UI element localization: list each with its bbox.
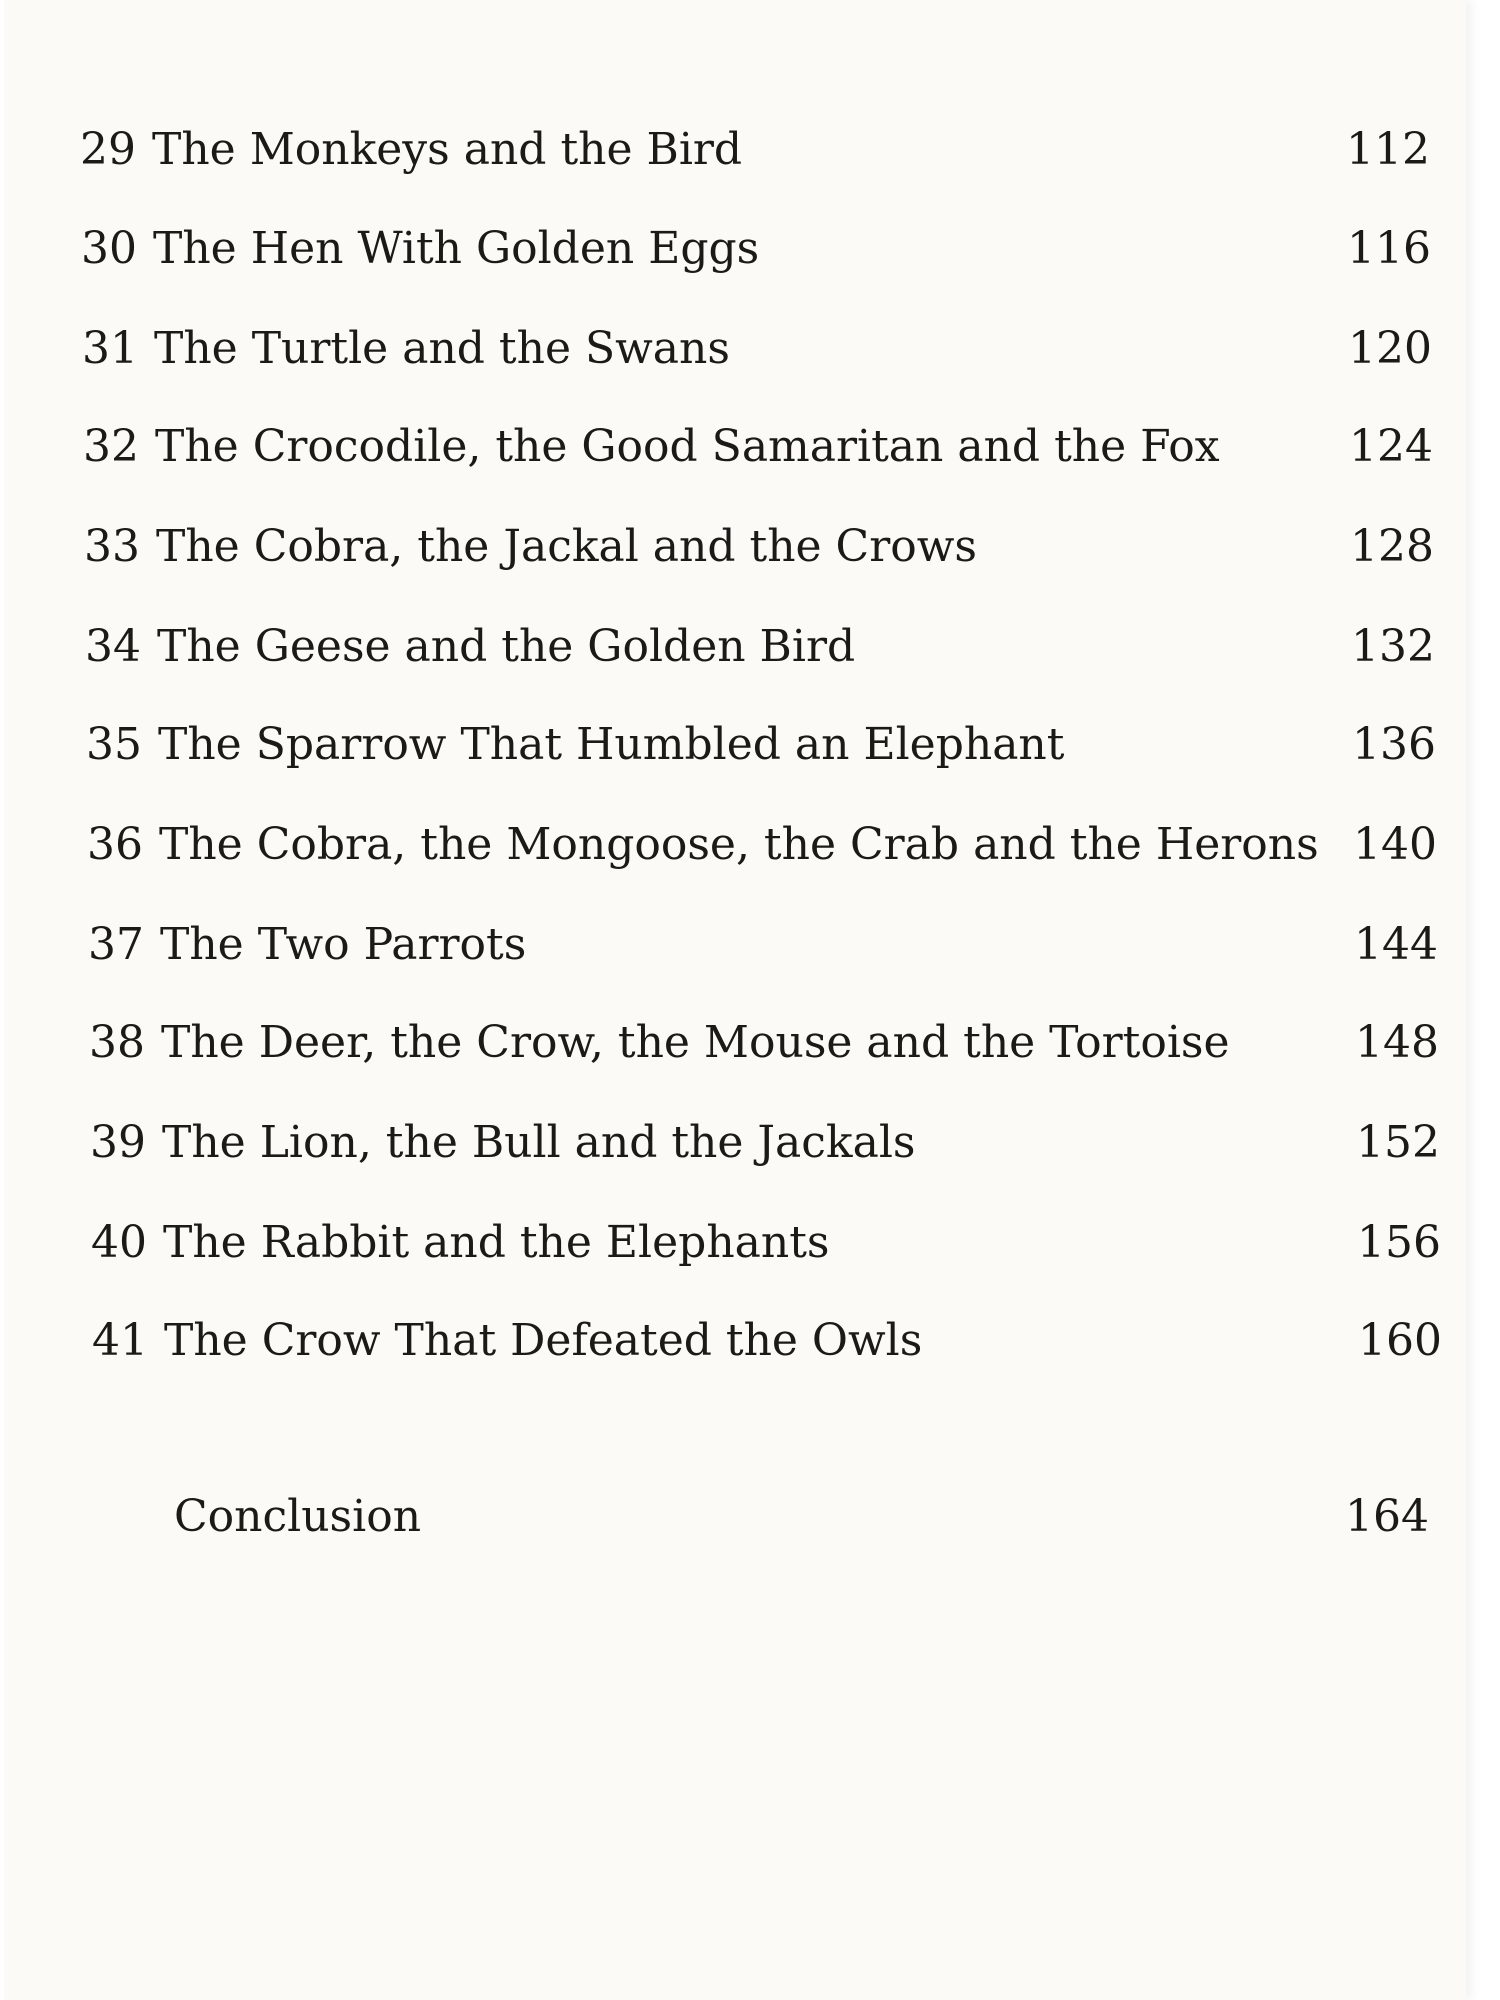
chapter-title: The Two Parrots — [160, 919, 527, 970]
page-number: 136 — [1352, 719, 1436, 770]
toc-entry-38 — [89, 1008, 1439, 1078]
chapter-number: 40 — [91, 1217, 147, 1268]
chapter-number: 41 — [92, 1315, 148, 1366]
book-page — [4, 0, 1466, 2000]
chapter-title: The Cobra, the Mongoose, the Crab and the Herons — [159, 819, 1319, 870]
chapter-title: The Cobra, the Jackal and the Crows — [156, 521, 977, 572]
chapter-number: 37 — [88, 919, 144, 970]
chapter-number: 38 — [89, 1017, 145, 1068]
toc-entry-30 — [81, 214, 1431, 284]
toc-entry-31 — [82, 314, 1432, 384]
chapter-number: 35 — [86, 719, 142, 770]
chapter-title: The Crow That Defeated the Owls — [164, 1315, 923, 1366]
chapter-title: The Geese and the Golden Bird — [157, 621, 856, 672]
chapter-title: The Lion, the Bull and the Jackals — [162, 1117, 916, 1168]
chapter-number: 36 — [87, 819, 143, 870]
toc-entry-36 — [87, 810, 1437, 880]
page-number: 164 — [1345, 1491, 1429, 1542]
chapter-title: The Turtle and the Swans — [154, 323, 730, 374]
chapter-number: 34 — [85, 621, 141, 672]
toc-entry-32 — [83, 412, 1433, 482]
page-number: 144 — [1354, 919, 1438, 970]
toc-entry-34 — [85, 612, 1435, 682]
page-number: 152 — [1356, 1117, 1440, 1168]
chapter-title: The Hen With Golden Eggs — [153, 223, 760, 274]
page-number: 128 — [1350, 521, 1434, 572]
toc-entry-conclusion — [79, 1482, 1429, 1552]
chapter-number: 33 — [84, 521, 140, 572]
chapter-title: The Sparrow That Humbled an Elephant — [158, 719, 1065, 770]
chapter-number: 31 — [82, 323, 138, 374]
toc-entry-37 — [88, 910, 1438, 980]
page-number: 160 — [1358, 1315, 1442, 1366]
chapter-number: 29 — [80, 124, 136, 175]
toc-entry-41 — [92, 1306, 1442, 1376]
chapter-title: The Monkeys and the Bird — [152, 124, 743, 175]
page-number: 124 — [1349, 421, 1433, 472]
toc-entry-39 — [90, 1108, 1440, 1178]
chapter-number: 39 — [90, 1117, 146, 1168]
conclusion-title: Conclusion — [174, 1491, 422, 1542]
toc-entry-40 — [91, 1208, 1441, 1278]
table-of-contents — [4, 0, 1466, 1600]
chapter-title: The Rabbit and the Elephants — [163, 1217, 830, 1268]
page-number: 120 — [1348, 323, 1432, 374]
chapter-number: 32 — [83, 421, 139, 472]
toc-entry-29 — [80, 115, 1430, 185]
chapter-title: The Deer, the Crow, the Mouse and the Tortoise — [161, 1017, 1230, 1068]
chapter-number: 30 — [81, 223, 137, 274]
toc-entry-35 — [86, 710, 1436, 780]
page-number: 132 — [1351, 621, 1435, 672]
page-number: 156 — [1357, 1217, 1441, 1268]
chapter-title: The Crocodile, the Good Samaritan and the Fox — [155, 421, 1220, 472]
page-number: 112 — [1346, 124, 1430, 175]
page-number: 148 — [1355, 1017, 1439, 1068]
toc-entry-33 — [84, 512, 1434, 582]
page-number: 116 — [1347, 223, 1431, 274]
page-number: 140 — [1353, 819, 1437, 870]
